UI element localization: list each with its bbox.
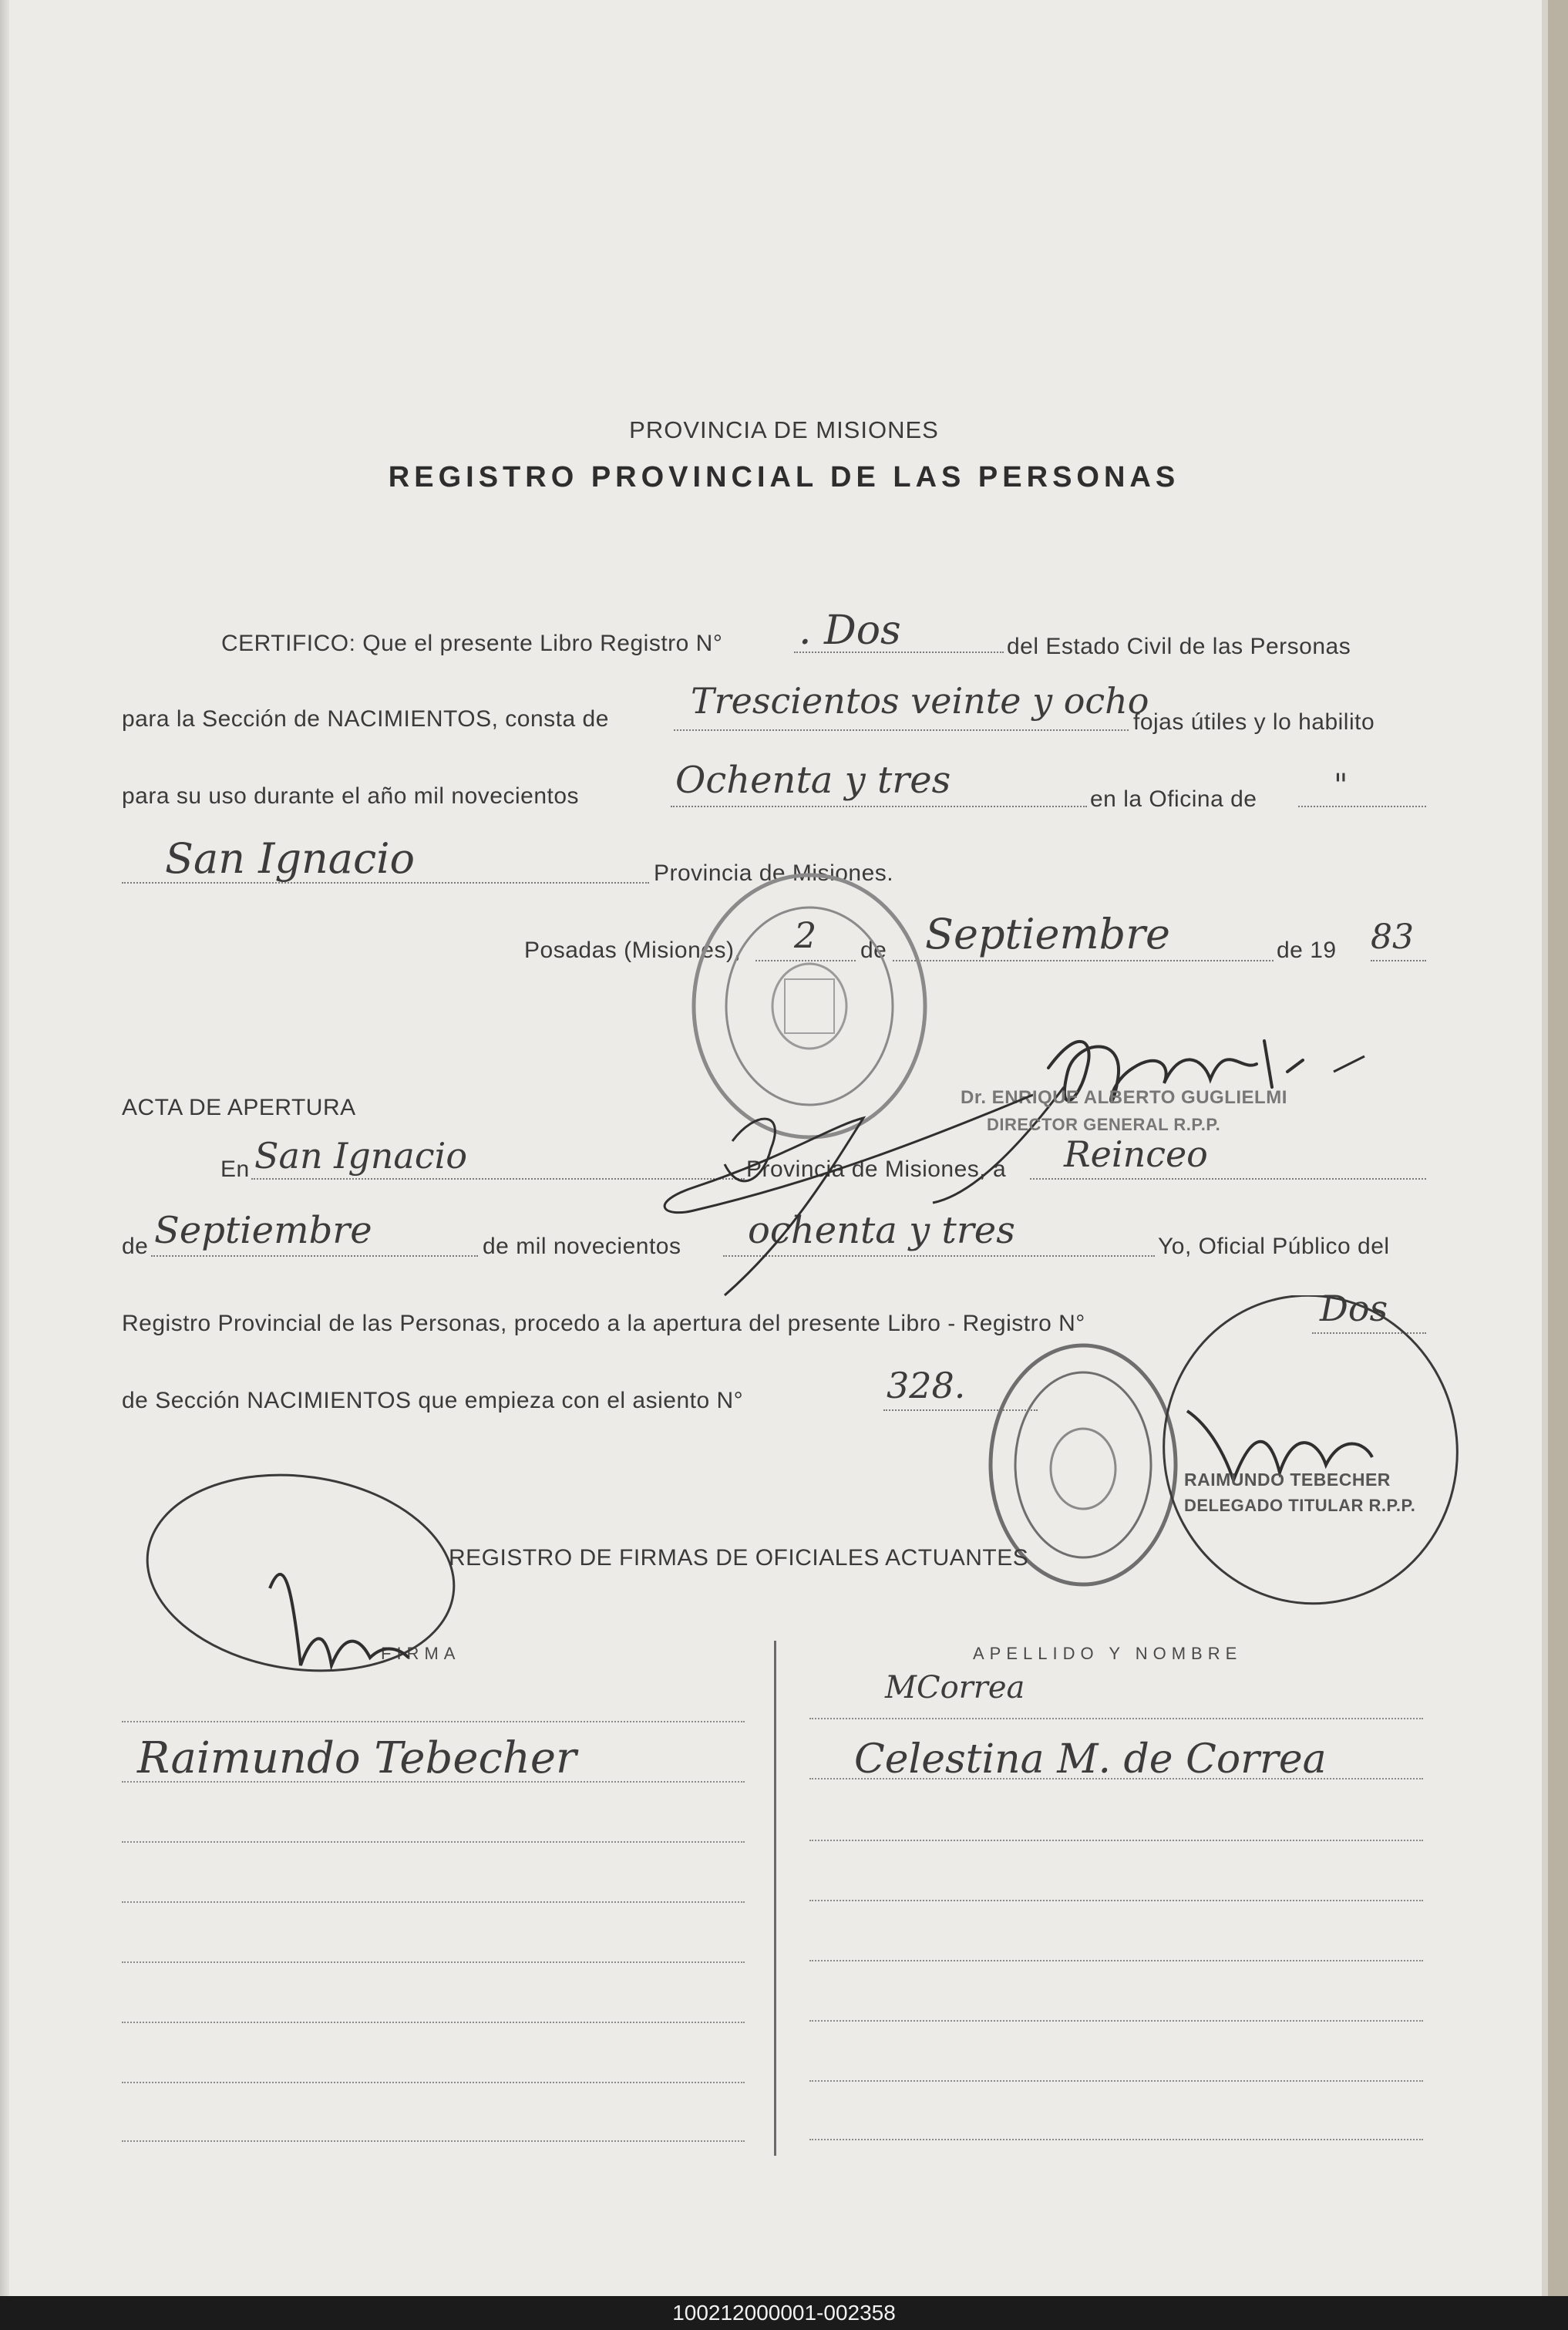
page-edge	[0, 0, 9, 2296]
fill-line	[1030, 1178, 1426, 1180]
hand-office-name: San Ignacio	[165, 834, 416, 883]
apertura-l3-text: Registro Provincial de las Personas, procedo a la apertura del presente Libro - Registro N°	[122, 1311, 1085, 1336]
binding-strip	[1548, 0, 1568, 2296]
director-name-stamp: Dr. ENRIQUE ALBERTO GUGLIELMI	[961, 1087, 1287, 1108]
hand-month-apertura: Septiembre	[154, 1209, 372, 1252]
name-row-line	[809, 1718, 1423, 1719]
name-row-line	[809, 1840, 1423, 1841]
name-row-line	[809, 2020, 1423, 2022]
fill-line	[1298, 806, 1426, 807]
date-year-prefix: de 19	[1277, 938, 1337, 963]
apertura-l2-mid: de mil novecientos	[483, 1234, 681, 1259]
hand-entry-number: 328.	[887, 1365, 966, 1406]
delegate-name-stamp: RAIMUNDO TEBECHER	[1184, 1470, 1391, 1490]
cert-line2-end: fojas útiles y lo habilito	[1133, 709, 1375, 735]
hand-officer-name-left: Raimundo Tebecher	[137, 1733, 577, 1783]
date-de: de	[860, 938, 887, 963]
signature-row-line	[122, 2082, 745, 2083]
apertura-l2-start: de	[122, 1234, 149, 1259]
hand-year-apertura: ochenta y tres	[748, 1209, 1015, 1252]
page-edge-shadow	[1542, 0, 1548, 2296]
name-row-line	[809, 2139, 1423, 2140]
fill-line	[1371, 960, 1426, 961]
name-row-line	[809, 1900, 1423, 1901]
hand-day-apertura: Reinceo	[1064, 1133, 1208, 1175]
fill-line	[671, 806, 1087, 807]
fill-line	[151, 1255, 478, 1257]
date-place: Posadas (Misiones),	[524, 938, 742, 963]
registry-title: REGISTRO PROVINCIAL DE LAS PERSONAS	[388, 461, 1180, 493]
cert-line2-text: para la Sección de NACIMIENTOS, consta de	[122, 706, 609, 732]
name-row-line	[809, 1960, 1423, 1961]
fill-line	[893, 960, 1274, 961]
firmas-heading: REGISTRO DE FIRMAS DE OFICIALES ACTUANTES	[449, 1545, 1029, 1571]
apertura-heading: ACTA DE APERTURA	[122, 1095, 356, 1120]
apertura-l1-mid: Provincia de Misiones, a	[746, 1157, 1007, 1182]
delegate-title-stamp: DELEGADO TITULAR R.P.P.	[1184, 1496, 1416, 1515]
hand-year: Ochenta y tres	[675, 759, 951, 802]
signature-row-line	[122, 1901, 745, 1903]
cert-line1-end: del Estado Civil de las Personas	[1007, 634, 1351, 659]
signature-row-line	[122, 1721, 745, 1722]
cert-line4-end: Provincia de Misiones.	[654, 860, 894, 886]
hand-day: 2	[794, 914, 817, 956]
signature-row-line	[122, 2140, 745, 2142]
apertura-l2-end: Yo, Oficial Público del	[1158, 1234, 1390, 1259]
hand-place: San Ignacio	[254, 1135, 468, 1177]
name-row-line	[809, 2080, 1423, 2082]
signature-row-line	[122, 2022, 745, 2023]
apertura-cross-signature	[632, 1064, 1033, 1311]
image-id-footer: 100212000001-002358	[0, 2296, 1568, 2330]
hand-book-apertura: Dos	[1320, 1288, 1388, 1329]
cert-line3-text: para su uso durante el año mil novecientos	[122, 783, 580, 809]
apertura-l1-start: En	[220, 1157, 250, 1182]
fill-line	[674, 729, 1129, 731]
signature-row-line	[122, 1841, 745, 1843]
cert-line1-text: CERTIFICO: Que el presente Libro Registro N°	[221, 631, 723, 656]
director-title-stamp: DIRECTOR GENERAL R.P.P.	[987, 1115, 1221, 1134]
hand-book-number: . Dos	[799, 608, 901, 654]
apertura-l4-text: de Sección NACIMIENTOS que empieza con el asiento N°	[122, 1388, 744, 1413]
signature-row-line	[122, 1961, 745, 1963]
col-label-firma: FIRMA	[381, 1644, 461, 1663]
hand-office-ditto: "	[1334, 768, 1348, 803]
delegate-signature	[1141, 1295, 1465, 1635]
hand-year-digits: 83	[1371, 918, 1414, 957]
col-label-apellido: APELLIDO Y NOMBRE	[973, 1644, 1243, 1663]
cert-line3-mid: en la Oficina de	[1090, 786, 1257, 812]
hand-officer-signature-right: MCorrea	[885, 1670, 1025, 1705]
column-divider	[774, 1641, 776, 2156]
hand-pages: Trescientos veinte y ocho	[691, 680, 1149, 722]
hand-officer-name-right: Celestina M. de Correa	[854, 1736, 1327, 1783]
province-title: PROVINCIA DE MISIONES	[629, 416, 939, 443]
hand-month: Septiembre	[925, 910, 1170, 958]
